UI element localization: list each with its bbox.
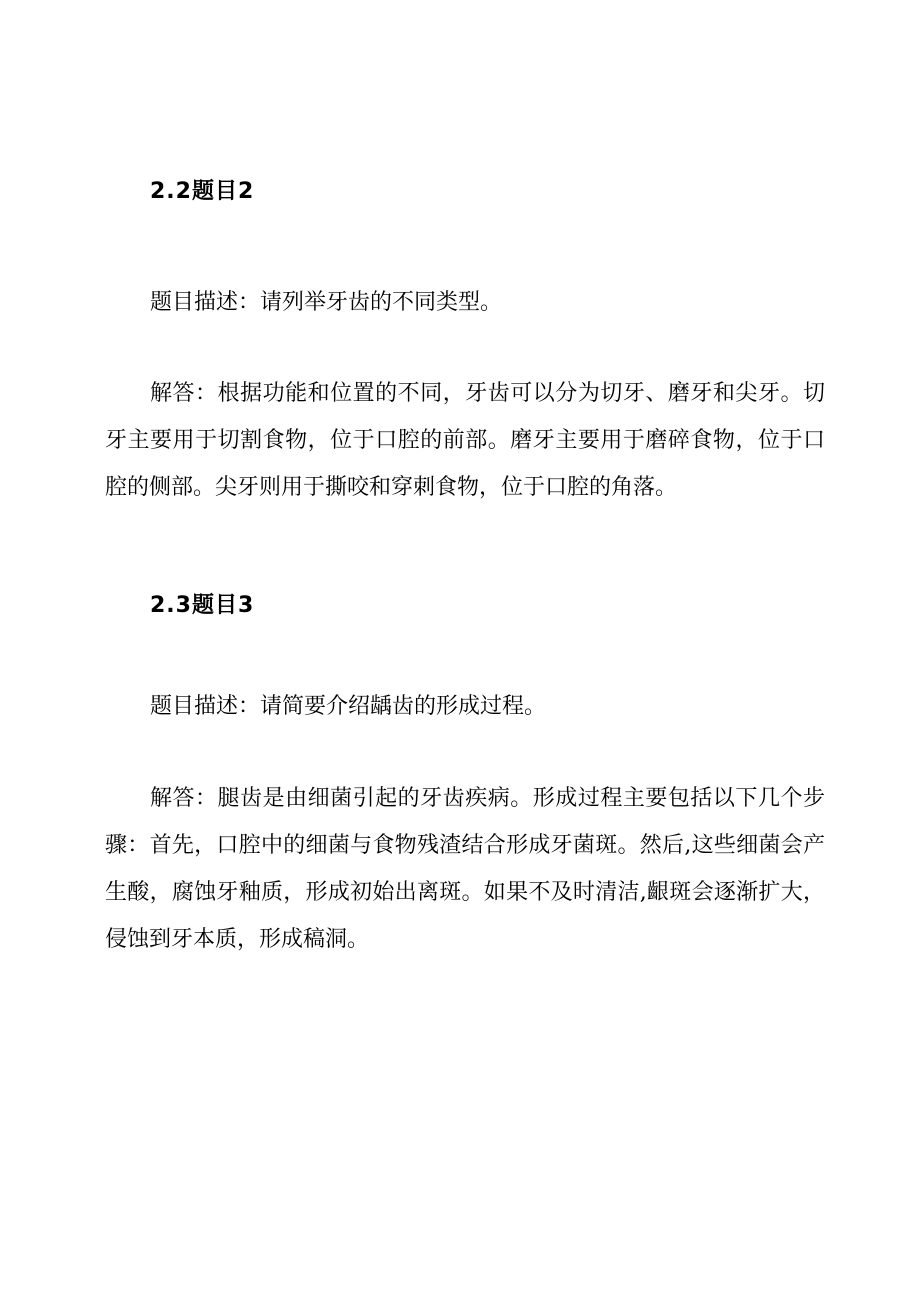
answer-paragraph-2-3: 解答：腿齿是由细菌引起的牙齿疾病。形成过程主要包括以下几个步骤：首先，口腔中的细菌与食物残渣结合形成牙菌斑。然后,这些细菌会产生酸，腐蚀牙釉质，形成初始出离斑。如果不及时清洁,齦斑会逐渐扩大，侵蚀到牙本质，形成稿洞。 bbox=[105, 786, 825, 952]
answer-paragraph-2-2: 解答：根据功能和位置的不同，牙齿可以分为切牙、磨牙和尖牙。切牙主要用于切割食物，位于口腔的前部。磨牙主要用于磨碎食物，位于口腔的侧部。尖牙则用于撕咬和穿刺食物，位于口腔的角落。 bbox=[105, 381, 825, 500]
section-heading-2-3: 2.3题目3 bbox=[150, 593, 255, 618]
question-description-2-3: 题目描述：请简要介绍龋齿的形成过程。 bbox=[150, 694, 547, 719]
question-description-2-2: 题目描述：请列举牙齿的不同类型。 bbox=[150, 290, 503, 315]
section-heading-2-2: 2.2题目2 bbox=[150, 179, 255, 204]
